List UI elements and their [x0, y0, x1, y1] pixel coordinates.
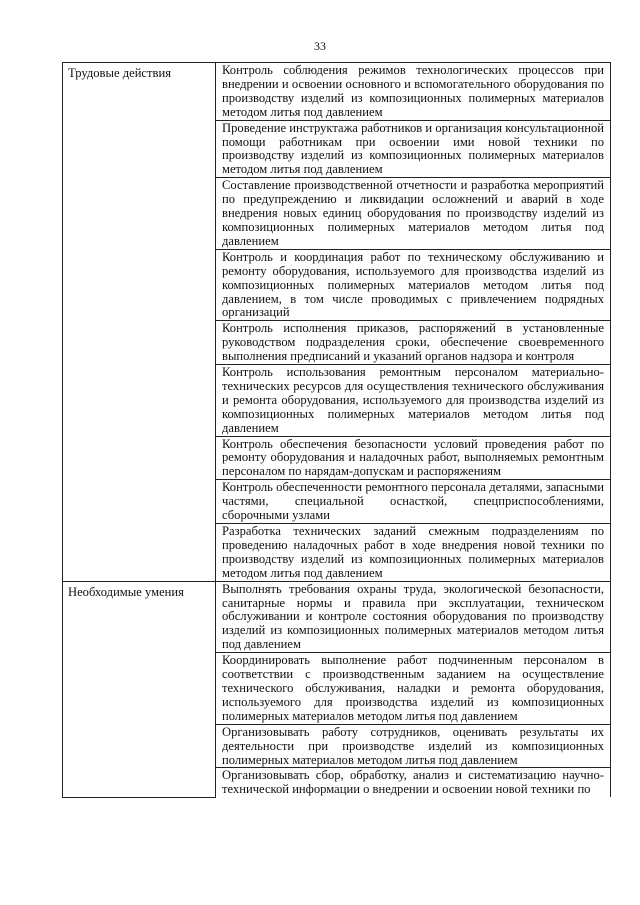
table-row	[63, 581, 611, 653]
table-cell: Контроль исполнения приказов, распоряжений в установленные руководством подразделения сроки, обеспечение своевременного выполнения предписаний и указаний органов надзора и контроля	[216, 321, 611, 365]
table-cell: Проведение инструктажа работников и организация консультационной помощи работникам при освоении ими новой техники по производству изделий из композиционных полимерных материалов методом литья под давлением	[216, 120, 611, 178]
table-cell: Выполнять требования охраны труда, экологической безопасности, санитарные нормы и правила при эксплуатации, техническом обслуживании и контроле состояния оборудования по производству изделий из композиционных полимерных материалов методом литья под давлением	[216, 581, 611, 653]
table-cell: Контроль использования ремонтным персоналом материально-технических ресурсов для осуществления технического обслуживания и ремонта оборудования, используемого для производства изделий из композиционных полимерных материалов методом литья под давлением	[216, 365, 611, 437]
row-label-labor-actions: Трудовые действия	[63, 63, 216, 582]
table-cell: Составление производственной отчетности и разработка мероприятий по предупреждению и ликвидации осложнений и аварий в ходе внедрения новых единиц оборудования по производству изделий из композиционных полимерных материалов методом литья под давлением	[216, 178, 611, 250]
row-label-required-skills: Необходимые умения	[63, 581, 216, 797]
table-cell: Контроль обеспечения безопасности условий проведения работ по ремонту оборудования и наладочных работ, выполняемых ремонтным персоналом по нарядам-допускам и распоряжениям	[216, 436, 611, 480]
table-cell: Контроль обеспеченности ремонтного персонала деталями, запасными частями, специальной оснасткой, спецприспособлениями, сборочными узлами	[216, 480, 611, 524]
table-cell: Организовывать работу сотрудников, оценивать результаты их деятельности при производстве изделий из композиционных полимерных материалов методом литья под давлением	[216, 724, 611, 768]
page-number: 33	[314, 39, 326, 53]
table-cell: Разработка технических заданий смежным подразделениям по проведению наладочных работ в ходе внедрения новой техники по производству изделий из композиционных полимерных материалов методом литья под давлением	[216, 524, 611, 582]
table-cell: Организовывать сбор, обработку, анализ и систематизацию научно-технической информации о внедрении и освоении новой техники по	[216, 768, 611, 797]
table-row	[63, 63, 611, 121]
requirements-table	[62, 62, 611, 798]
table-cell: Координировать выполнение работ подчиненным персоналом в соответствии с производственным заданием на осуществление технического обслуживания, наладки и ремонта оборудования, используемого для производства изделий из композиционных полимерных материалов методом литья под давлением	[216, 653, 611, 725]
table-cell: Контроль и координация работ по техническому обслуживанию и ремонту оборудования, используемого для производства изделий из композиционных полимерных материалов методом литья под давлением, в том числе проводимых с привлечением подрядных организаций	[216, 249, 611, 321]
table-cell: Контроль соблюдения режимов технологических процессов при внедрении и освоении основного и вспомогательного оборудования по производству изделий из композиционных полимерных материалов методом литья под давлением	[216, 63, 611, 121]
